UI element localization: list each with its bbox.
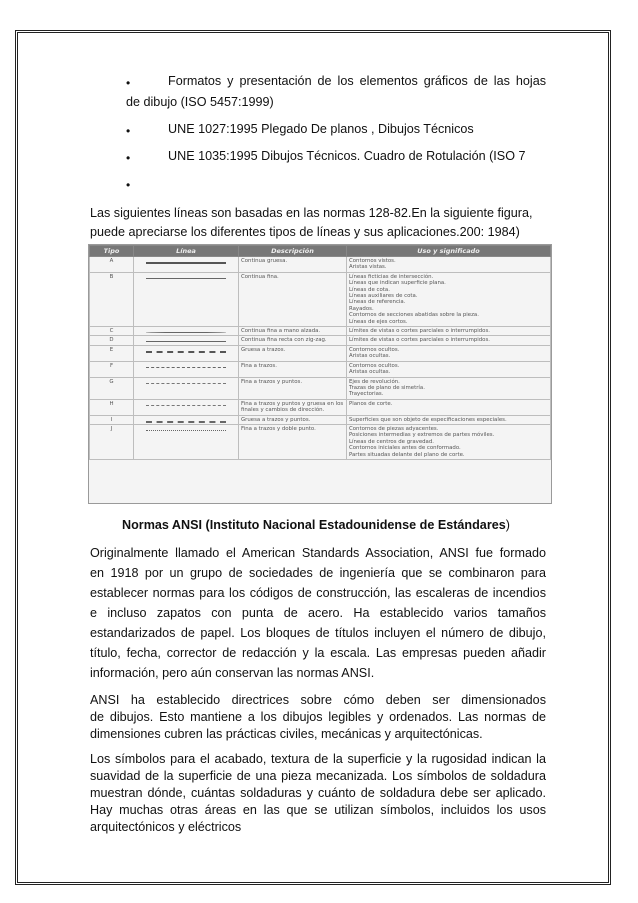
- uso-item: Límites de vistas o cortes parciales o interrumpidos.: [349, 337, 490, 344]
- row-tipo: I: [90, 415, 134, 424]
- p1-line: e incluso zapatos con punta de acero. Ha establecido varios tamaños: [90, 606, 546, 620]
- bullet-icon: •: [126, 124, 131, 138]
- p2-line: de dibujos. Esto mantiene a los dibujos legibles y ordenados. Las normas de: [90, 710, 546, 724]
- table-row: [90, 336, 551, 345]
- table-row: [90, 345, 551, 361]
- uso-item: Posiciones intermedias y extremos de partes móviles.: [349, 432, 495, 439]
- row-line-sample: [134, 257, 239, 273]
- line-types-figure: [88, 244, 552, 504]
- ansi-heading-tail: ): [505, 518, 510, 532]
- line-sample: [146, 383, 226, 384]
- bullet-icon: •: [126, 76, 131, 90]
- line-sample: [146, 430, 226, 431]
- uso-item: Partes situadas delante del plano de corte.: [349, 451, 465, 458]
- row-descripcion: Fina a trazos y doble punto.: [239, 424, 347, 459]
- uso-item: Aristas ocultas.: [349, 353, 391, 360]
- row-line-sample: [134, 336, 239, 345]
- uso-item: Líneas auxiliares de cota.: [349, 293, 418, 300]
- col-header-linea: Línea: [134, 246, 239, 257]
- intro-line-2: puede apreciarse los diferentes tipos de líneas y sus aplicaciones.200: 1984): [90, 225, 520, 239]
- row-tipo: D: [90, 336, 134, 345]
- row-line-sample: [134, 361, 239, 377]
- uso-item: Líneas de cota.: [349, 286, 390, 293]
- p1-line: estandarizados de papel. Los bloques de títulos incluyen el número de dibujo,: [90, 626, 546, 640]
- line-sample: [146, 332, 226, 333]
- table-row: [90, 327, 551, 336]
- uso-item: Aristas ocultas.: [349, 369, 391, 376]
- row-descripcion: Continua fina.: [239, 272, 347, 326]
- row-tipo: J: [90, 424, 134, 459]
- row-uso: [347, 336, 551, 345]
- line-types-table: [89, 245, 551, 460]
- row-uso: [347, 361, 551, 377]
- line-sample: [146, 262, 226, 264]
- row-uso: [347, 399, 551, 415]
- bullet-icon: •: [126, 151, 131, 165]
- col-header-tipo: Tipo: [90, 246, 134, 257]
- row-descripcion: Gruesa a trazos y puntos.: [239, 415, 347, 424]
- row-uso: [347, 424, 551, 459]
- uso-item: Ejes de revolución.: [349, 378, 400, 385]
- row-line-sample: [134, 424, 239, 459]
- row-descripcion: Continua gruesa.: [239, 257, 347, 273]
- uso-item: Contornos ocultos.: [349, 362, 400, 369]
- line-sample: [146, 367, 226, 368]
- uso-item: Líneas de ejes cortos.: [349, 318, 408, 325]
- uso-item: Líneas ficticias de intersección.: [349, 273, 434, 280]
- uso-item: Contornos iniciales antes de conformado.: [349, 445, 461, 452]
- table-row: [90, 377, 551, 399]
- p3-line: suavidad de la superficie de una pieza mecanizada. Los símbolos de soldadura: [90, 769, 546, 783]
- uso-item: Líneas de referencia.: [349, 299, 406, 306]
- row-uso: [347, 345, 551, 361]
- bullet-icon: •: [126, 178, 131, 192]
- row-line-sample: [134, 345, 239, 361]
- table-row: [90, 257, 551, 273]
- col-header-uso: Uso y significado: [347, 246, 551, 257]
- row-line-sample: [134, 272, 239, 326]
- row-uso: [347, 327, 551, 336]
- row-tipo: F: [90, 361, 134, 377]
- uso-item: Líneas de centros de gravedad.: [349, 438, 434, 445]
- p1-line: título, fecha, corrector de redacción y la escala. Las empresas pueden añadir: [90, 646, 546, 660]
- line-sample: [146, 341, 226, 342]
- row-uso: [347, 415, 551, 424]
- intro-line-1: Las siguientes líneas son basadas en las normas 128-82.En la siguiente figura,: [90, 206, 533, 220]
- row-tipo: G: [90, 377, 134, 399]
- row-uso: [347, 272, 551, 326]
- line-sample: [146, 405, 226, 406]
- p1-line: información, pero aún conservan las normas ANSI.: [90, 666, 375, 680]
- row-tipo: C: [90, 327, 134, 336]
- table-row: [90, 399, 551, 415]
- p3-line: Los símbolos para el acabado, textura de la superficie y la rugosidad indican la: [90, 752, 546, 766]
- row-line-sample: [134, 377, 239, 399]
- p3-line: muestran dónde, cuántas soldaduras y cuánto de soldadura debe ser aplicado.: [90, 786, 546, 800]
- table-row: [90, 361, 551, 377]
- uso-item: Superficies que son objeto de especificaciones especiales.: [349, 416, 507, 423]
- col-header-descripcion: Descripción: [239, 246, 347, 257]
- line-sample: [146, 351, 226, 353]
- uso-item: Rayados.: [349, 305, 374, 312]
- uso-item: Líneas que indican superficie plana.: [349, 280, 446, 287]
- row-tipo: E: [90, 345, 134, 361]
- row-line-sample: [134, 399, 239, 415]
- uso-item: Límites de vistas o cortes parciales o interrumpidos.: [349, 328, 490, 335]
- row-descripcion: Gruesa a trazos.: [239, 345, 347, 361]
- row-line-sample: [134, 415, 239, 424]
- row-descripcion: Continua fina recta con zig-zag.: [239, 336, 347, 345]
- p1-line: Originalmente llamado el American Standards Association, ANSI fue formado: [90, 546, 546, 560]
- ansi-heading-bold: Normas ANSI (Instituto Nacional Estadounidense de Estándares: [122, 518, 506, 532]
- uso-item: Trazas de plano de simetría.: [349, 384, 425, 391]
- table-row: [90, 272, 551, 326]
- row-line-sample: [134, 327, 239, 336]
- row-descripcion: Continua fina a mano alzada.: [239, 327, 347, 336]
- ansi-heading: [122, 518, 510, 532]
- p1-line: establecer normas para los códigos de construcción, las escaleras de incendios: [90, 586, 546, 600]
- bullet-item-1-line1: Formatos y presentación de los elementos gráficos de las hojas: [168, 74, 546, 88]
- row-descripcion: Fina a trazos y puntos.: [239, 377, 347, 399]
- bullet-item-3: UNE 1035:1995 Dibujos Técnicos. Cuadro de Rotulación (ISO 7: [168, 149, 526, 163]
- row-descripcion: Fina a trazos.: [239, 361, 347, 377]
- row-tipo: A: [90, 257, 134, 273]
- p1-line: en 1918 por un grupo de sociedades de ingeniería que se combinaron para: [90, 566, 546, 580]
- uso-item: Aristas vistas.: [349, 264, 387, 271]
- uso-item: Planos de corte.: [349, 400, 393, 407]
- row-tipo: H: [90, 399, 134, 415]
- table-row: [90, 424, 551, 459]
- bullet-item-2: UNE 1027:1995 Plegado De planos , Dibujos Técnicos: [168, 122, 474, 136]
- uso-item: Trayectorias.: [349, 391, 384, 398]
- row-uso: [347, 377, 551, 399]
- row-tipo: B: [90, 272, 134, 326]
- uso-item: Contornos ocultos.: [349, 346, 400, 353]
- line-sample: [146, 421, 226, 423]
- uso-item: Contornos vistos.: [349, 258, 396, 264]
- uso-item: Contornos de piezas adyacentes.: [349, 425, 439, 432]
- row-uso: [347, 257, 551, 273]
- p3-line: Hay muchas otras áreas en las que se utilizan símbolos, incluidos los usos: [90, 803, 546, 817]
- row-descripcion: Fina a trazos y puntos y gruesa en los finales y cambios de dirección.: [239, 399, 347, 415]
- bullet-item-1-line2: de dibujo (ISO 5457:1999): [126, 95, 274, 109]
- uso-item: Contornos de secciones abatidas sobre la pieza.: [349, 312, 479, 319]
- table-row: [90, 415, 551, 424]
- p3-line: arquitectónicos y eléctricos: [90, 820, 242, 834]
- p2-line: ANSI ha establecido directrices sobre cómo deben ser dimensionados: [90, 693, 546, 707]
- p2-line: dimensiones cubren las prácticas civiles, mecánicas y arquitectónicas.: [90, 727, 483, 741]
- line-sample: [146, 278, 226, 279]
